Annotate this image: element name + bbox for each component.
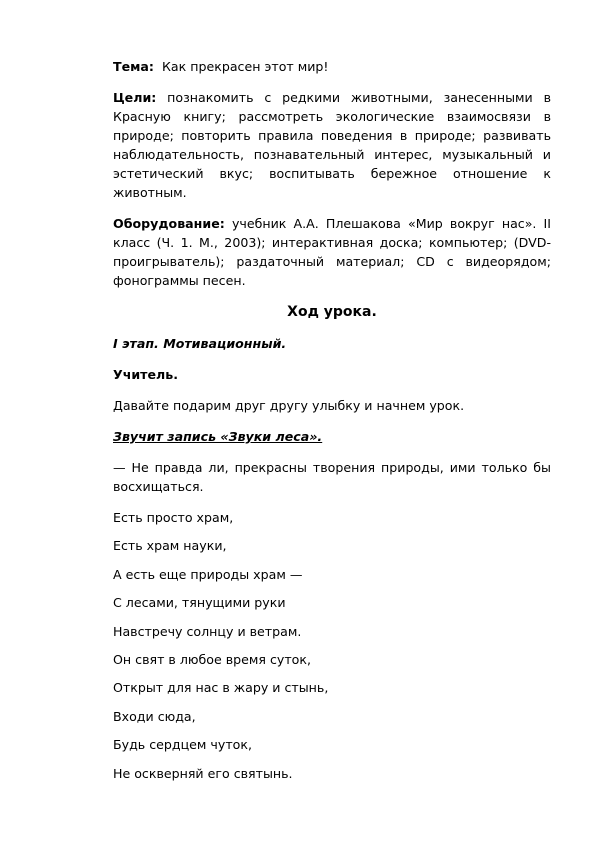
poem-line: Не оскверняй его святынь. bbox=[113, 765, 293, 781]
poem-line: С лесами, тянущими руки bbox=[113, 595, 286, 611]
poem-line: Есть просто храм, bbox=[113, 510, 234, 525]
poem-line: А есть еще природы храм — bbox=[113, 566, 303, 582]
poem-line: Он свят в любое время суток, bbox=[113, 651, 311, 667]
intro-text: — Не правда ли, прекрасны творения природы, ими только бы восхищаться. bbox=[113, 460, 551, 494]
poem-line: Есть храм науки, bbox=[113, 538, 227, 554]
topic-text: Как прекрасен этот мир! bbox=[161, 59, 329, 74]
stage-title: I этап. Мотивационный. bbox=[113, 336, 287, 351]
goals-label: Цели: bbox=[113, 90, 157, 105]
equipment-paragraph bbox=[113, 214, 551, 290]
equipment-text: учебник А.А. Плешакова «Мир вокруг нас». II класс (Ч. 1. М., 2003); интерактивная доска; компьютер; (DVD-проигрыватель); раздаточный материал; CD с видеорядом; фонограммы песен. bbox=[113, 216, 551, 288]
goals-text: познакомить с редкими животными, занесенными в Красную книгу; рассмотреть экологические взаимосвязи в природе; повторить правила поведения в природе; развивать наблюдательность, познавательный интерес, музыкальный и эстетический вкус; воспитывать бережное отношение к животным. bbox=[113, 90, 551, 200]
sound-cue: Звучит запись «Звуки леса». bbox=[113, 429, 323, 444]
poem bbox=[113, 508, 551, 783]
topic-paragraph bbox=[113, 57, 551, 76]
poem-line: Навстречу солнцу и ветрам. bbox=[113, 623, 302, 639]
poem-line: Входи сюда, bbox=[113, 708, 196, 724]
poem-line: Будь сердцем чуток, bbox=[113, 737, 252, 753]
topic-label: Тема: bbox=[113, 59, 154, 74]
greeting-text: Давайте подарим друг другу улыбку и начнем урок. bbox=[113, 398, 465, 413]
document-body bbox=[113, 57, 551, 792]
lesson-heading: Ход урока. bbox=[287, 304, 377, 320]
goals-paragraph bbox=[113, 88, 551, 202]
poem-line: Открыт для нас в жару и стынь, bbox=[113, 680, 329, 696]
speaker-label: Учитель. bbox=[113, 367, 178, 382]
equipment-label: Оборудование: bbox=[113, 216, 225, 231]
